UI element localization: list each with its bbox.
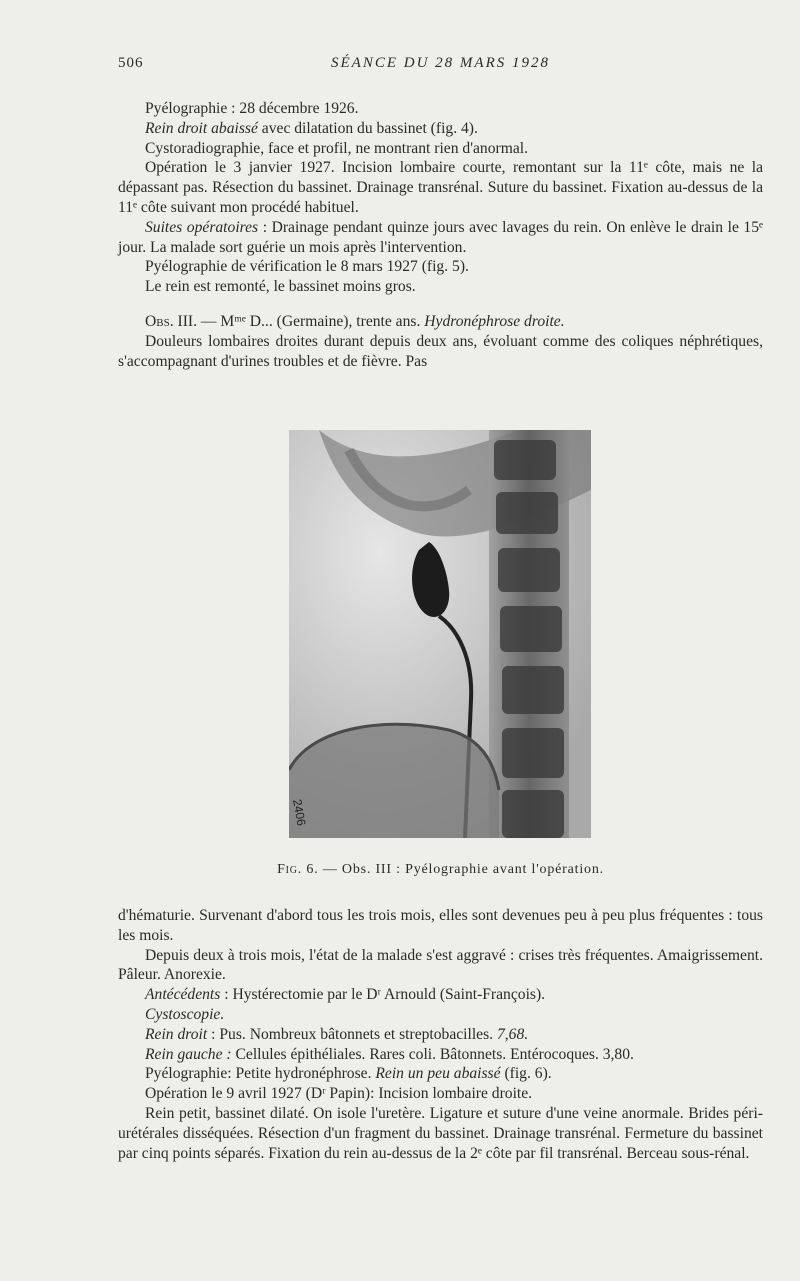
paragraph: Douleurs lombaires droites durant depuis deux ans, évoluant comme des coliques néphrétiques, s'accompagnant d'urines troubles et de fièvre. Pas: [118, 332, 763, 370]
paragraph: Opération le 3 janvier 1927. Incision lombaire courte, remontant sur la 11ᵉ côte, mais ne la dépassant pas. Résection du bassinet. Drainage transrénal. Suture du bassinet. Fixation au-dessus de la 11ᵉ côte suivant mon procédé habituel.: [118, 159, 763, 216]
paragraph: Suites opératoires : Drainage pendant quinze jours avec lavages du rein. On enlève le drain le 15ᵉ jour. La malade sort guérie un mois après l'intervention.: [118, 218, 764, 256]
figure-caption: Fig. 6. — Obs. III : Pyélographie avant l'opération.: [277, 862, 604, 877]
running-header: [118, 55, 763, 79]
plate-number: 2406: [290, 798, 309, 827]
pyelography-radiograph: [289, 430, 591, 838]
paragraph: Antécédents : Hystérectomie par le Dʳ Arnould (Saint-François).: [145, 986, 546, 1004]
paragraph: Cystoscopie.: [145, 1005, 225, 1023]
paragraph: Pyélographie : 28 décembre 1926.: [145, 100, 359, 117]
paragraph: Pyélographie de vérification le 8 mars 1927 (fig. 5).: [145, 258, 469, 276]
paragraph: Depuis deux à trois mois, l'état de la malade s'est aggravé : crises très fréquentes. Amaigrissement. Pâleur. Anorexie.: [118, 946, 763, 984]
paragraph: Rein petit, bassinet dilaté. On isole l'uretère. Ligature et suture d'une veine anormale. Brides péri-urétérales disséquées. Résection d'un fragment du bassinet. Drainage transrénal. Fermeture du bassinet par cinq points séparés. Fixation du rein au-dessus de la 2ᵉ côte par fil transrénal. Berceau sous-rénal.: [118, 1104, 763, 1162]
page-number: 506: [118, 55, 144, 71]
paragraph: Rein droit : Pus. Nombreux bâtonnets et streptobacilles. 7,68.: [145, 1025, 529, 1043]
paragraph: Opération le 9 avril 1927 (Dʳ Papin): Incision lombaire droite.: [145, 1085, 533, 1103]
text-block-top: [118, 99, 763, 371]
paragraph: Rein droit abaissé avec dilatation du bassinet (fig. 4).: [145, 119, 478, 137]
running-title: SÉANCE DU 28 MARS 1928: [331, 55, 550, 71]
paragraph: Rein gauche : Cellules épithéliales. Rares coli. Bâtonnets. Entérocoques. 3,80.: [145, 1045, 634, 1063]
observation-heading: Obs. III. — Mᵐᵉ D... (Germaine), trente ans. Hydronéphrose droite.: [145, 312, 565, 330]
text-block-bottom: [118, 906, 763, 1163]
paragraph: Cystoradiographie, face et profil, ne montrant rien d'anormal.: [145, 139, 528, 157]
paragraph: d'hématurie. Survenant d'abord tous les trois mois, elles sont devenues peu à peu plus fréquentes : tous les mois.: [118, 907, 763, 944]
paragraph: Le rein est remonté, le bassinet moins gros.: [145, 278, 416, 296]
paragraph: Pyélographie: Petite hydronéphrose. Rein un peu abaissé (fig. 6).: [145, 1065, 552, 1083]
